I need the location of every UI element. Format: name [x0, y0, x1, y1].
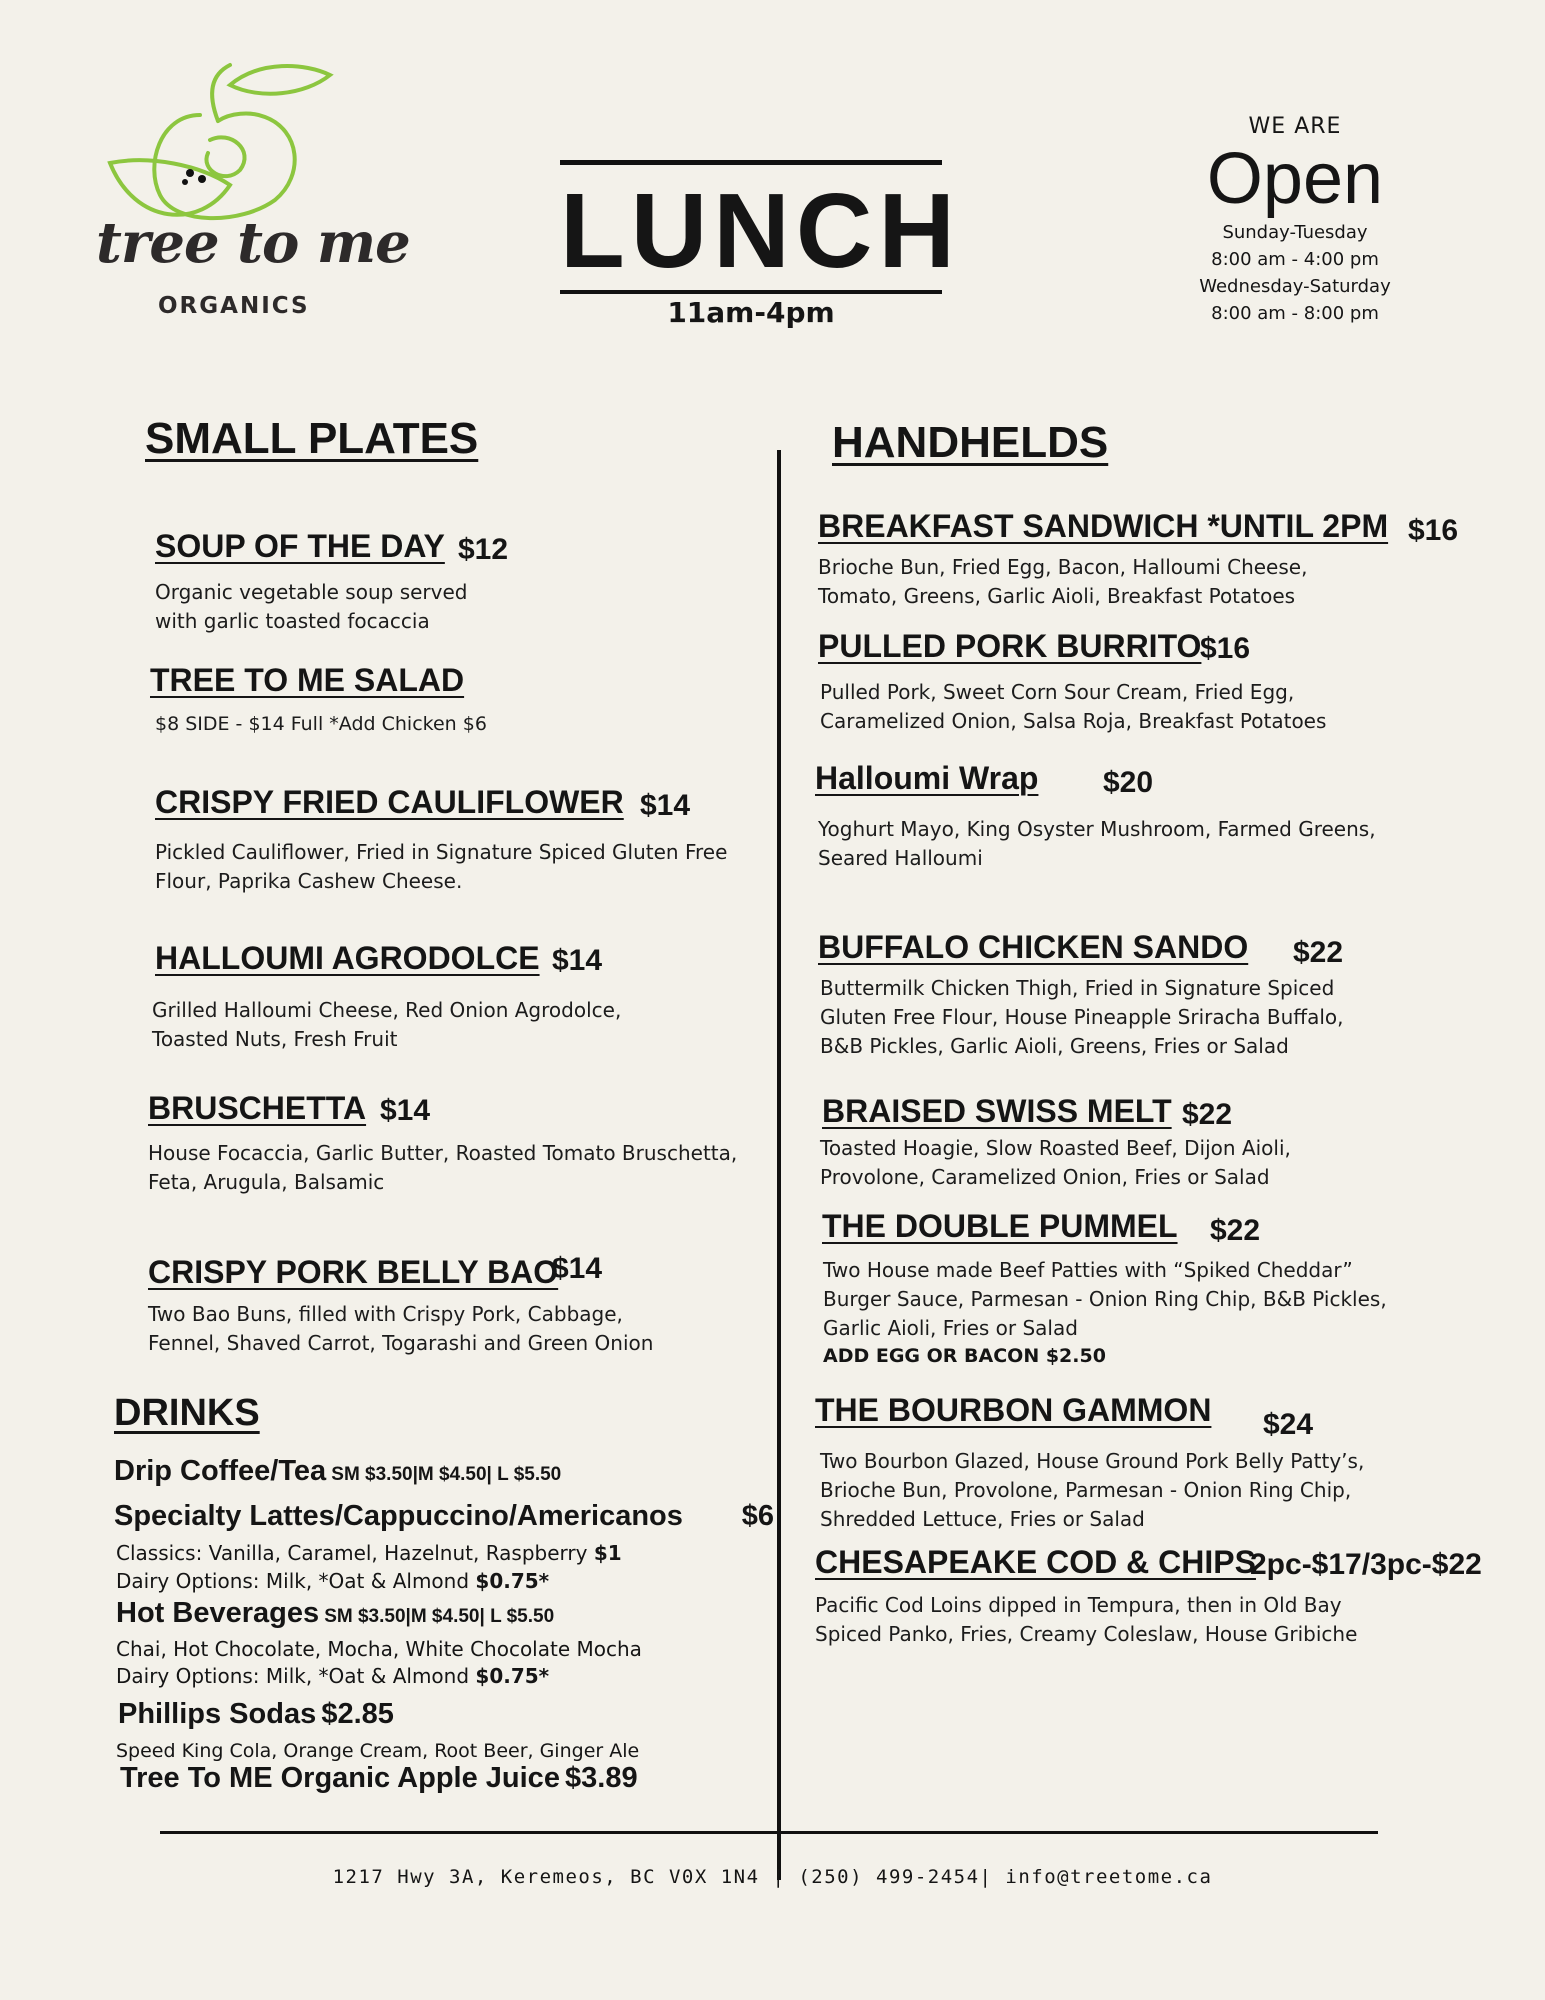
menu-item-desc: Toasted Hoagie, Slow Roasted Beef, Dijon Aioli, Provolone, Caramelized Onion, Fries or Salad — [820, 1136, 1291, 1189]
menu-item-desc: Two House made Beef Patties with “Spiked Cheddar” Burger Sauce, Parmesan - Onion Ring Chip, B&B Pickles, Garlic Aioli, Fries or Salad — [823, 1258, 1387, 1340]
hours-line: Sunday-Tuesday — [1222, 222, 1368, 243]
menu-item-name: Halloumi Wrap — [815, 760, 1039, 796]
menu-item-name: CHESAPEAKE COD & CHIPS — [815, 1544, 1256, 1580]
footer-contact: 1217 Hwy 3A, Keremeos, BC V0X 1N4 | (250) 499-2454| info@treetome.ca — [332, 1866, 1213, 1888]
menu-item-name: PULLED PORK BURRITO — [818, 628, 1202, 664]
lunch-hours: 11am-4pm — [667, 296, 835, 329]
drink-sizes: SM $3.50|M $4.50| L $5.50 — [331, 1464, 562, 1485]
section-title-small-plates: SMALL PLATES — [145, 414, 479, 463]
drink-sizes: SM $3.50|M $4.50| L $5.50 — [324, 1606, 555, 1627]
brand-script: tree to me — [96, 210, 410, 276]
menu-item-name: BRUSCHETTA — [148, 1090, 367, 1126]
menu-item-desc: Two Bao Buns, filled with Crispy Pork, Cabbage, Fennel, Shaved Carrot, Togarashi and Green Onion — [148, 1302, 654, 1355]
menu-item-name: TREE TO ME SALAD — [150, 662, 465, 698]
open-word: Open — [1206, 139, 1384, 219]
menu-item-name: THE BOURBON GAMMON — [815, 1392, 1212, 1428]
column-divider — [777, 450, 781, 1880]
hours-line: 8:00 am - 4:00 pm — [1211, 249, 1379, 270]
menu-item-price: 2pc-$17/3pc-$22 — [1250, 1548, 1482, 1581]
drink-specialty — [114, 1500, 774, 1533]
drink-price: $2.85 — [321, 1698, 394, 1730]
drink-price: $3.89 — [565, 1762, 638, 1794]
menu-item-price: $20 — [1103, 766, 1154, 799]
menu-item-price: $16 — [1200, 632, 1251, 665]
drink-note: Chai, Hot Chocolate, Mocha, White Chocolate Mocha — [116, 1637, 642, 1661]
section-title-drinks: DRINKS — [114, 1392, 260, 1434]
menu-item-desc: Pulled Pork, Sweet Corn Sour Cream, Fried Egg, Caramelized Onion, Salsa Roja, Breakfast Potatoes — [820, 680, 1327, 733]
drink-note-price: $0.75* — [475, 1664, 550, 1688]
drink-sodas — [118, 1698, 394, 1731]
title-top-rule — [560, 160, 942, 165]
menu-item-price: $22 — [1182, 1098, 1233, 1131]
menu-item-desc: Pacific Cod Loins dipped in Tempura, then in Old Bay Spiced Panko, Fries, Creamy Coleslaw, House Gribiche — [815, 1593, 1358, 1646]
drink-price: $6 — [741, 1500, 774, 1532]
section-title-handhelds: HANDHELDS — [832, 418, 1109, 467]
menu-item-price: $12 — [458, 533, 509, 566]
menu-item-price: $16 — [1408, 514, 1459, 547]
menu-item-desc: Brioche Bun, Fried Egg, Bacon, Halloumi Cheese, Tomato, Greens, Garlic Aioli, Breakfast Potatoes — [818, 555, 1308, 608]
menu-item-price: $14 — [380, 1094, 431, 1127]
drink-name: Phillips Sodas — [118, 1698, 317, 1730]
page-title: LUNCH — [560, 172, 961, 290]
menu-item-desc: Grilled Halloumi Cheese, Red Onion Agrodolce, Toasted Nuts, Fresh Fruit — [152, 998, 622, 1051]
we-are-label: WE ARE — [1248, 114, 1342, 139]
menu-item-name: CRISPY PORK BELLY BAO — [148, 1254, 559, 1290]
drink-coffee — [114, 1455, 561, 1488]
brand-logo — [90, 55, 410, 325]
drink-note — [116, 1664, 549, 1688]
apple-logo-icon — [90, 55, 390, 325]
drink-note — [116, 1569, 549, 1593]
menu-item-price: $14 — [640, 789, 691, 822]
menu-item-price: $14 — [552, 944, 603, 977]
footer-rule — [160, 1831, 1378, 1834]
menu-item-name: THE DOUBLE PUMMEL — [822, 1208, 1178, 1244]
drink-name: Specialty Lattes/Cappuccino/Americanos — [114, 1500, 683, 1532]
menu-item-desc: House Focaccia, Garlic Butter, Roasted Tomato Bruschetta, Feta, Arugula, Balsamic — [148, 1141, 738, 1194]
drink-juice — [120, 1762, 638, 1795]
drink-note — [116, 1541, 622, 1565]
drink-name: Hot Beverages — [116, 1597, 320, 1629]
drink-name: Tree To ME Organic Apple Juice — [120, 1762, 560, 1794]
menu-item-desc: $8 SIDE - $14 Full *Add Chicken $6 — [155, 713, 487, 735]
menu-item-desc: Two Bourbon Glazed, House Ground Pork Belly Patty’s, Brioche Bun, Provolone, Parmesan - Onion Ring Chip, Shredded Lettuce, Fries or Salad — [820, 1449, 1365, 1531]
menu-item-desc: Buttermilk Chicken Thigh, Fried in Signature Spiced Gluten Free Flour, House Pineapple Sriracha Buffalo, B&B Pickles, Garlic Aioli, Greens, Fries or Salad — [820, 976, 1344, 1058]
menu-item-price: $14 — [552, 1252, 603, 1285]
menu-item-desc: Yoghurt Mayo, King Osyster Mushroom, Farmed Greens, Seared Halloumi — [818, 817, 1376, 870]
drink-note-text: Dairy Options: Milk, *Oat & Almond — [116, 1664, 470, 1688]
drink-note-price: $0.75* — [475, 1569, 550, 1593]
drink-note-text: Classics: Vanilla, Caramel, Hazelnut, Raspberry — [116, 1541, 588, 1565]
menu-item-note: ADD EGG OR BACON $2.50 — [823, 1345, 1106, 1367]
brand-subtitle: ORGANICS — [158, 293, 310, 319]
menu-item-desc: Pickled Cauliflower, Fried in Signature Spiced Gluten Free Flour, Paprika Cashew Cheese. — [155, 840, 728, 893]
drink-note-price: $1 — [593, 1541, 622, 1565]
menu-item-name: BUFFALO CHICKEN SANDO — [818, 929, 1249, 965]
title-bottom-rule — [560, 290, 942, 294]
menu-item-name: CRISPY FRIED CAULIFLOWER — [155, 784, 624, 820]
menu-item-name: BRAISED SWISS MELT — [822, 1093, 1172, 1129]
drink-hot — [116, 1597, 554, 1630]
menu-item-name: BREAKFAST SANDWICH *UNTIL 2PM — [818, 508, 1389, 544]
menu-item-desc: Organic vegetable soup served with garlic toasted focaccia — [155, 580, 468, 633]
menu-item-name: HALLOUMI AGRODOLCE — [155, 940, 540, 976]
hours-line: 8:00 am - 8:00 pm — [1211, 303, 1379, 324]
drink-note: Speed King Cola, Orange Cream, Root Beer, Ginger Ale — [116, 1740, 640, 1762]
hours-line: Wednesday-Saturday — [1199, 276, 1391, 297]
menu-item-price: $24 — [1263, 1408, 1314, 1441]
drink-name: Drip Coffee/Tea — [114, 1455, 327, 1487]
open-hours-block — [1165, 114, 1425, 327]
menu-item-price: $22 — [1293, 936, 1344, 969]
drink-note-text: Dairy Options: Milk, *Oat & Almond — [116, 1569, 470, 1593]
menu-item-name: SOUP OF THE DAY — [155, 528, 445, 564]
menu-item-price: $22 — [1210, 1214, 1261, 1247]
